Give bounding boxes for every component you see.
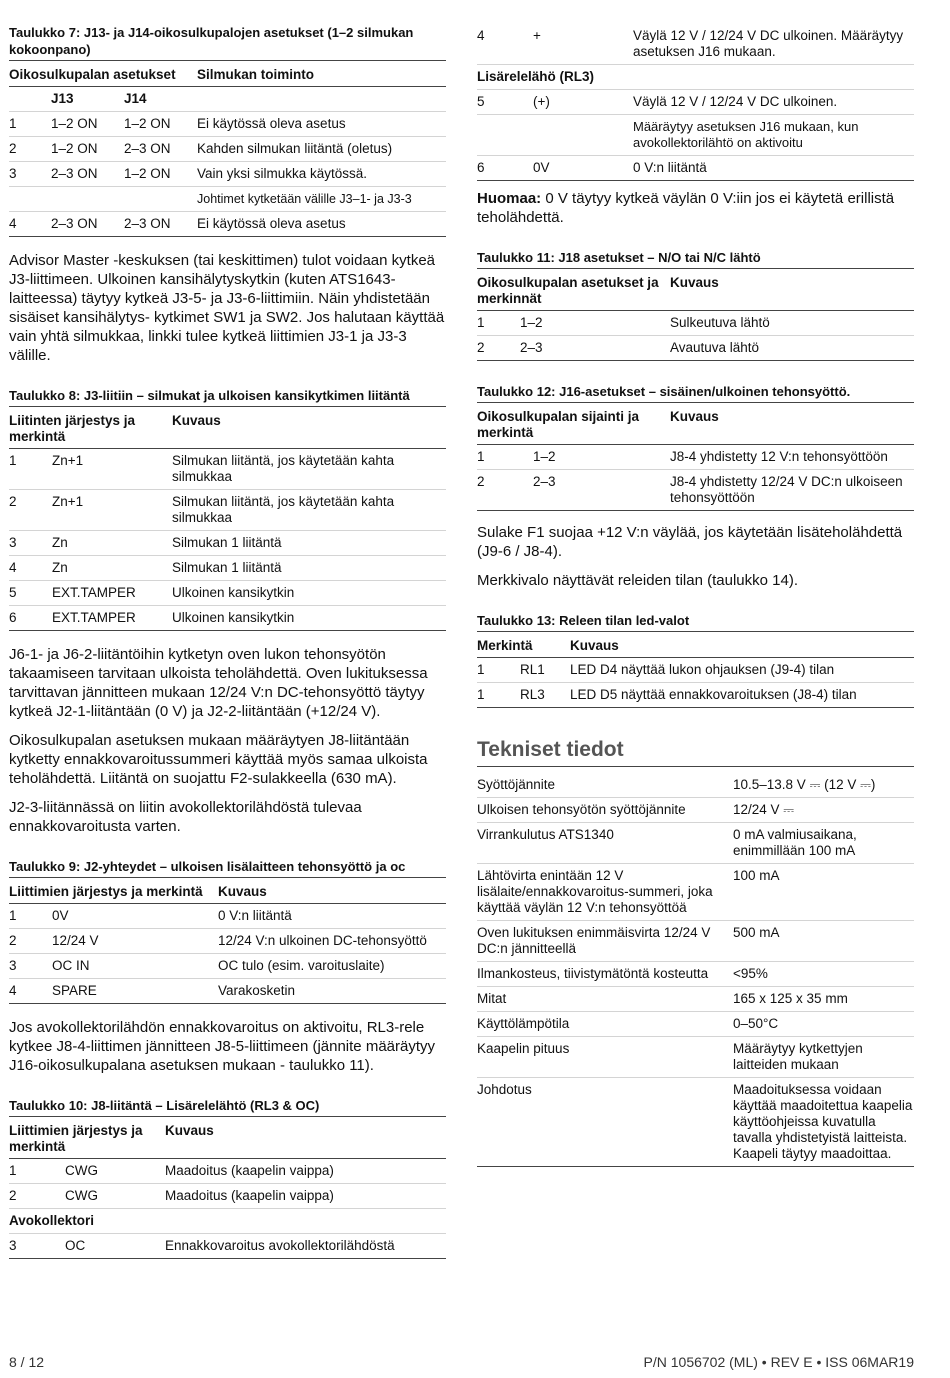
- cell: 3: [9, 531, 52, 556]
- table7-header-function: Silmukan toiminto: [197, 65, 446, 87]
- cell: 1–2: [533, 445, 670, 470]
- cell: Mitat: [477, 987, 733, 1012]
- cell: SPARE: [52, 979, 218, 1004]
- cell: 2: [477, 470, 533, 511]
- cell: J8-4 yhdistetty 12 V:n tehonsyöttöön: [670, 445, 914, 470]
- cell: EXT.TAMPER: [52, 606, 172, 631]
- cell: 2–3 ON: [51, 212, 124, 237]
- document-id: P/N 1056702 (ML) • REV E • ISS 06MAR19: [643, 1354, 914, 1370]
- cell: 165 x 125 x 35 mm: [733, 987, 914, 1012]
- table9: [9, 882, 446, 1004]
- table-row: [9, 1159, 446, 1184]
- cell: 12/24 V ⎓: [733, 798, 914, 823]
- table-row: [9, 212, 446, 237]
- cell: [9, 187, 51, 212]
- cell: Silmukan 1 liitäntä: [172, 556, 446, 581]
- paragraph-fuse-f1: Sulake F1 suojaa +12 V:n väylää, jos käytetään lisäteholähdettä (J9-6 / J8-4).: [477, 524, 903, 560]
- table12-caption: Taulukko 12: J16-asetukset – sisäinen/ulkoinen tehonsyöttö.: [477, 383, 914, 403]
- table12-header-location: Oikosulkupalan sijainti ja merkintä: [477, 407, 670, 445]
- cell: [124, 187, 197, 212]
- cell: Kahden silmukan liitäntä (oletus): [197, 137, 446, 162]
- table12: [477, 407, 914, 511]
- table-row: [477, 962, 914, 987]
- cell: 2: [477, 336, 520, 361]
- table-row: [9, 187, 446, 212]
- cell: 5: [9, 581, 52, 606]
- table10-sub-open-collector: Avokollektori: [9, 1209, 446, 1234]
- table-row: [477, 683, 914, 708]
- right-column: [477, 24, 914, 1167]
- table-row: [477, 1012, 914, 1037]
- table-row: [477, 90, 914, 115]
- cell: Ulkoisen tehonsyötön syöttöjännite: [477, 798, 733, 823]
- table-row: [9, 954, 446, 979]
- cell: Vain yksi silmukka käytössä.: [197, 162, 446, 187]
- paragraph-open-collector: J2-3-liitännässä on liitin avokollektorilähdöstä tulevaa ennakkovaroitusta varten.: [9, 799, 362, 835]
- table-row: [9, 1234, 446, 1259]
- table-row: [477, 773, 914, 798]
- cell: [51, 187, 124, 212]
- cell: Maadoitus (kaapelin vaippa): [165, 1159, 446, 1184]
- cell: Käyttölämpötila: [477, 1012, 733, 1037]
- cell: (+): [533, 90, 633, 115]
- cell: 2–3 ON: [124, 137, 197, 162]
- table9-header-desc: Kuvaus: [218, 882, 446, 904]
- cell: 1: [9, 1159, 65, 1184]
- cell: 1: [477, 658, 520, 683]
- section-title-specifications: Tekniset tiedot: [477, 738, 914, 767]
- cell: Väylä 12 V / 12/24 V DC ulkoinen.: [633, 90, 914, 115]
- cell: 4: [9, 212, 51, 237]
- cell: Ei käytössä oleva asetus: [197, 112, 446, 137]
- cell: Oven lukituksen enimmäisvirta 12/24 V DC:n jännitteellä: [477, 921, 733, 962]
- cell: 0V: [533, 156, 633, 181]
- table-row: [477, 1078, 914, 1167]
- cell: Avautuva lähtö: [670, 336, 914, 361]
- cell: CWG: [65, 1184, 165, 1209]
- cell: Määräytyy asetuksen J16 mukaan, kun avokollektorilähtö on aktivoitu: [633, 115, 914, 156]
- table11-caption: Taulukko 11: J18 asetukset – N/O tai N/C lähtö: [477, 249, 914, 269]
- table-row: [477, 823, 914, 864]
- cell: 2–3: [533, 470, 670, 511]
- table8-header-terminal: Liitinten järjestys ja merkintä: [9, 411, 172, 449]
- cell: 5: [477, 90, 533, 115]
- left-column: [9, 24, 446, 1259]
- cell: 2–3: [520, 336, 670, 361]
- cell: LED D4 näyttää lukon ohjauksen (J9-4) tilan: [570, 658, 914, 683]
- cell: LED D5 näyttää ennakkovaroituksen (J8-4) tilan: [570, 683, 914, 708]
- cell: Zn+1: [52, 490, 172, 531]
- table12-header-desc: Kuvaus: [670, 407, 914, 445]
- cell: Zn: [52, 531, 172, 556]
- cell: Johtimet kytketään välille J3–1- ja J3-3: [197, 187, 446, 212]
- table-row: [9, 581, 446, 606]
- page-number: 8 / 12: [9, 1354, 45, 1370]
- paragraph-door-lock: J6-1- ja J6-2-liitäntöihin kytketyn oven lukon tehonsyötön takaamiseen tarvitaan ulkoista teholähdettä. Oven lukituksessa tarvittavan jännitteen mukaan 12/24 V:n DC-tehonsyöttö täytyy kytkeä J2-1-liitäntään (0 V) ja J2-2-liitäntään (+12/24 V).: [9, 646, 428, 720]
- table-row: [9, 1184, 446, 1209]
- cell: Maadoitus (kaapelin vaippa): [165, 1184, 446, 1209]
- table-row: [9, 137, 446, 162]
- table-row: [9, 606, 446, 631]
- cell: 100 mA: [733, 864, 914, 921]
- table7: [9, 65, 446, 237]
- cell: [477, 115, 533, 156]
- table-row: [477, 921, 914, 962]
- cell: 500 mA: [733, 921, 914, 962]
- note: [477, 189, 914, 227]
- cell: 6: [9, 606, 52, 631]
- cell: 0V: [52, 904, 218, 929]
- table13-caption: Taulukko 13: Releen tilan led-valot: [477, 612, 914, 632]
- cell: 1: [477, 311, 520, 336]
- table-row: [9, 556, 446, 581]
- cell: Ulkoinen kansikytkin: [172, 606, 446, 631]
- cell: Määräytyy kytkettyjen laitteiden mukaan: [733, 1037, 914, 1078]
- table-row: [9, 490, 446, 531]
- cell: Zn+1: [52, 449, 172, 490]
- cell: 1–2 ON: [51, 137, 124, 162]
- table-row: [477, 336, 914, 361]
- table11-header-desc: Kuvaus: [670, 273, 914, 311]
- cell: OC: [65, 1234, 165, 1259]
- cell: Virrankulutus ATS1340: [477, 823, 733, 864]
- table-row: [477, 470, 914, 511]
- cell: 3: [9, 954, 52, 979]
- table7-sub-j14: J14: [124, 87, 197, 112]
- table10-sub-relay-output: Lisärelelähö (RL3): [477, 65, 914, 90]
- table-row: [477, 658, 914, 683]
- cell: CWG: [65, 1159, 165, 1184]
- note-text: 0 V täytyy kytkeä väylän 0 V:iin jos ei käytetä erillistä teholähdettä.: [477, 190, 895, 226]
- cell: 0 mA valmiusaikana, enimmillään 100 mA: [733, 823, 914, 864]
- cell: 4: [9, 979, 52, 1004]
- cell: Syöttöjännite: [477, 773, 733, 798]
- cell: Silmukan 1 liitäntä: [172, 531, 446, 556]
- table-row: [477, 798, 914, 823]
- cell: Johdotus: [477, 1078, 733, 1167]
- cell: Maadoituksessa voidaan käyttää maadoitettua kaapelia käyttöohjeissa kuvatulla tavalla yhdistetyistä laitteista. Kaapeli täytyy maadoittaa.: [733, 1078, 914, 1167]
- table11: [477, 273, 914, 361]
- table9-caption: Taulukko 9: J2-yhteydet – ulkoisen lisälaitteen tehonsyöttö ja oc: [9, 858, 446, 878]
- table-row: [9, 162, 446, 187]
- cell: J8-4 yhdistetty 12/24 V DC:n ulkoiseen tehonsyöttöön: [670, 470, 914, 511]
- table-row: [9, 449, 446, 490]
- table7-caption: Taulukko 7: J13- ja J14-oikosulkupalojen asetukset (1–2 silmukan kokoonpano): [9, 24, 446, 61]
- cell: 1–2 ON: [124, 112, 197, 137]
- table10-header-terminal: Liittimien järjestys ja merkintä: [9, 1121, 165, 1159]
- cell: 1: [477, 445, 533, 470]
- table13-header-desc: Kuvaus: [570, 636, 914, 658]
- paragraph-advisor: Advisor Master -keskuksen (tai keskittimen) tulot voidaan kytkeä J3-liittimeen. Ulkoinen kansihälytyskytkin (kuten ATS1643-laitteessa) täytyy kytkeä J3-5- ja J3-6-liittimiin. Näin yhdistetään sisäiset kansihälytys- kytkimet SW1 ja SW2. Jos halutaan käyttää vain yhtä silmukkaa, linkki tulee kytkeä liittimien J3-1 ja J3-3 välille.: [9, 252, 445, 364]
- table8-header-desc: Kuvaus: [172, 411, 446, 449]
- table-row: [9, 979, 446, 1004]
- cell: [533, 115, 633, 156]
- cell: RL1: [520, 658, 570, 683]
- cell: +: [533, 24, 633, 65]
- table-row: [9, 531, 446, 556]
- table-row: [477, 156, 914, 181]
- table-row: [477, 1037, 914, 1078]
- cell: OC IN: [52, 954, 218, 979]
- table-row: [9, 929, 446, 954]
- table13-header-marking: Merkintä: [477, 636, 570, 658]
- cell: 10.5–13.8 V ⎓ (12 V ⎓): [733, 773, 914, 798]
- cell: Silmukan liitäntä, jos käytetään kahta silmukkaa: [172, 490, 446, 531]
- cell: Varakosketin: [218, 979, 446, 1004]
- table7-sub-j13: J13: [51, 87, 124, 112]
- cell: 1: [9, 449, 52, 490]
- table11-header-settings: Oikosulkupalan asetukset ja merkinnät: [477, 273, 670, 311]
- cell: 1: [477, 683, 520, 708]
- table10-part2: [477, 24, 914, 181]
- cell: Ennakkovaroitus avokollektorilähdöstä: [165, 1234, 446, 1259]
- cell: 0 V:n liitäntä: [633, 156, 914, 181]
- cell: 12/24 V: [52, 929, 218, 954]
- cell: 2: [9, 1184, 65, 1209]
- table-row: [477, 311, 914, 336]
- paragraph-indicators: Merkkivalo näyttävät releiden tilan (taulukko 14).: [477, 572, 798, 589]
- cell: Zn: [52, 556, 172, 581]
- table-row: [9, 904, 446, 929]
- cell: Ei käytössä oleva asetus: [197, 212, 446, 237]
- table9-header-terminal: Liittimien järjestys ja merkintä: [9, 882, 218, 904]
- cell: 1–2 ON: [51, 112, 124, 137]
- paragraph-sounder: Oikosulkupalan asetuksen mukaan määräytyen J8-liitäntään kytketty ennakkovaroitussummeri käyttää myös samaa ulkoista teholähdettä. Liitäntä on suojattu F2-sulakkeella (630 mA).: [9, 732, 428, 787]
- paragraph-rl3-relay: Jos avokollektorilähdön ennakkovaroitus on aktivoitu, RL3-rele kytkee J8-4-liittimen jännitteen J8-5-liittimeen (jännite määräytyy J16-oikosulkupalana asetuksen mukaan - taulukko 11).: [9, 1019, 436, 1074]
- cell: 0–50°C: [733, 1012, 914, 1037]
- cell: OC tulo (esim. varoituslaite): [218, 954, 446, 979]
- table7-header-settings: Oikosulkupalan asetukset: [9, 65, 197, 87]
- cell: 2–3 ON: [124, 212, 197, 237]
- table-row: [477, 115, 914, 156]
- table13: [477, 636, 914, 708]
- cell: 2: [9, 490, 52, 531]
- cell: 0 V:n liitäntä: [218, 904, 446, 929]
- cell: 2: [9, 929, 52, 954]
- cell: 1: [9, 112, 51, 137]
- table10-part1: [9, 1121, 446, 1259]
- cell: 2: [9, 137, 51, 162]
- cell: Kaapelin pituus: [477, 1037, 733, 1078]
- cell: 4: [9, 556, 52, 581]
- cell: Lähtövirta enintään 12 V lisälaite/ennakkovaroitus-summeri, joka käyttää väylän 12 V:n tehonsyöttöä: [477, 864, 733, 921]
- table-row: [477, 987, 914, 1012]
- table10-caption: Taulukko 10: J8-liitäntä – Lisärelelähtö (RL3 & OC): [9, 1097, 446, 1117]
- table8: [9, 411, 446, 631]
- note-label: Huomaa:: [477, 190, 542, 207]
- cell: 1–2 ON: [124, 162, 197, 187]
- cell: Sulkeutuva lähtö: [670, 311, 914, 336]
- table8-caption: Taulukko 8: J3-liitiin – silmukat ja ulkoisen kansikytkimen liitäntä: [9, 387, 446, 407]
- table10-header-desc: Kuvaus: [165, 1121, 446, 1159]
- cell: 3: [9, 162, 51, 187]
- cell: 2–3 ON: [51, 162, 124, 187]
- specifications-table: [477, 773, 914, 1167]
- cell: <95%: [733, 962, 914, 987]
- cell: 3: [9, 1234, 65, 1259]
- table-row: [477, 445, 914, 470]
- cell: 1–2: [520, 311, 670, 336]
- cell: Ulkoinen kansikytkin: [172, 581, 446, 606]
- cell: Ilmankosteus, tiivistymätöntä kosteutta: [477, 962, 733, 987]
- table-row: [477, 864, 914, 921]
- table-row: [477, 24, 914, 65]
- cell: Väylä 12 V / 12/24 V DC ulkoinen. Määräytyy asetuksen J16 mukaan.: [633, 24, 914, 65]
- table-row: [9, 112, 446, 137]
- cell: Silmukan liitäntä, jos käytetään kahta silmukkaa: [172, 449, 446, 490]
- cell: 6: [477, 156, 533, 181]
- cell: 1: [9, 904, 52, 929]
- cell: RL3: [520, 683, 570, 708]
- cell: 12/24 V:n ulkoinen DC-tehonsyöttö: [218, 929, 446, 954]
- cell: 4: [477, 24, 533, 65]
- cell: EXT.TAMPER: [52, 581, 172, 606]
